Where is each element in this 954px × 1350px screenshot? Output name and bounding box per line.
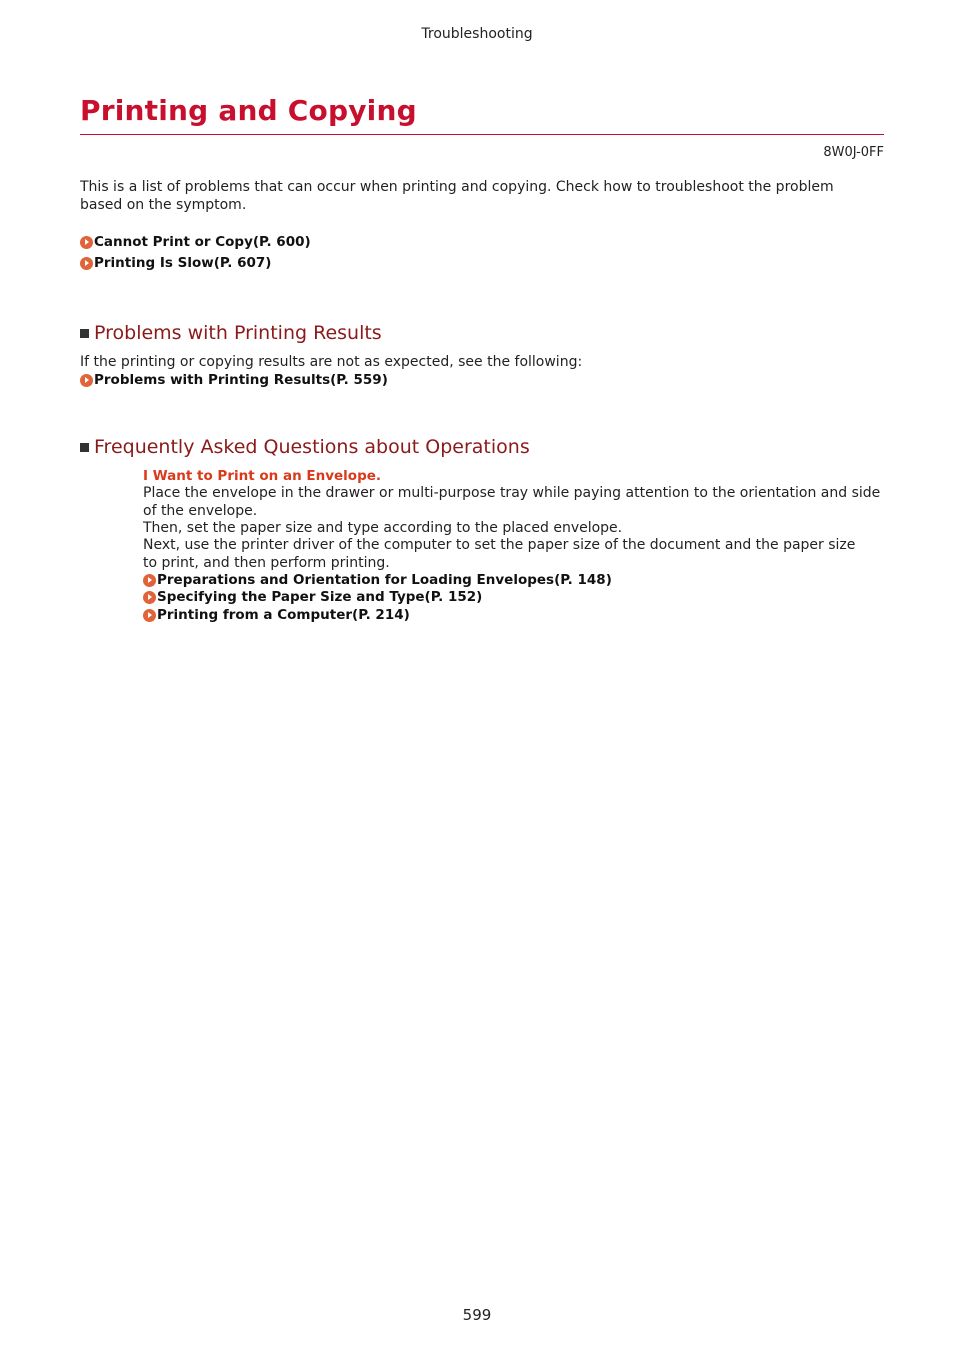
link-label: Problems with Printing Results(P. 559): [94, 372, 388, 388]
page-number: 599: [462, 1306, 492, 1324]
link-cannot-print[interactable]: [80, 234, 311, 250]
intro-text: This is a list of problems that can occur when printing and copying. Check how to troubleshoot the problem based on the symptom.: [80, 179, 834, 213]
results-text: If the printing or copying results are not as expected, see the following:: [80, 354, 583, 370]
link-label: Printing Is Slow(P. 607): [94, 255, 272, 271]
link-printing-results[interactable]: [80, 372, 388, 388]
circle-arrow-icon: [143, 591, 156, 604]
section-heading-printing-results: [80, 322, 382, 344]
faq-answer-line-1: Place the envelope in the drawer or multi-purpose tray while paying attention to the orientation and side of the envelope.: [143, 485, 881, 519]
section-heading-text: Problems with Printing Results: [94, 322, 382, 344]
link-label: Cannot Print or Copy(P. 600): [94, 234, 311, 250]
running-head: Troubleshooting: [421, 26, 533, 42]
section-heading-faq: [80, 436, 530, 458]
link-label: Printing from a Computer(P. 214): [157, 607, 410, 623]
link-label: Preparations and Orientation for Loading Envelopes(P. 148): [157, 572, 612, 588]
circle-arrow-icon: [143, 609, 156, 622]
link-envelope-preparation[interactable]: [143, 572, 612, 588]
link-paper-size-type[interactable]: [143, 589, 482, 605]
page-title: Printing and Copying: [80, 94, 417, 127]
document-id: 8W0J-0FF: [823, 145, 884, 160]
faq-answer-line-3: Next, use the printer driver of the computer to set the paper size of the document and the paper size to print, and then perform printing.: [143, 537, 856, 571]
title-divider: [80, 134, 884, 135]
link-label: Specifying the Paper Size and Type(P. 152): [157, 589, 483, 605]
section-heading-text: Frequently Asked Questions about Operations: [94, 436, 530, 458]
circle-arrow-icon: [143, 574, 156, 587]
circle-arrow-icon: [80, 374, 93, 387]
square-bullet-icon: [80, 443, 89, 452]
square-bullet-icon: [80, 329, 89, 338]
faq-question: I Want to Print on an Envelope.: [143, 468, 382, 484]
circle-arrow-icon: [80, 257, 93, 270]
circle-arrow-icon: [80, 236, 93, 249]
link-printing-slow[interactable]: [80, 255, 271, 271]
faq-answer-line-2: Then, set the paper size and type according to the placed envelope.: [143, 520, 623, 536]
link-printing-from-computer[interactable]: [143, 607, 410, 623]
